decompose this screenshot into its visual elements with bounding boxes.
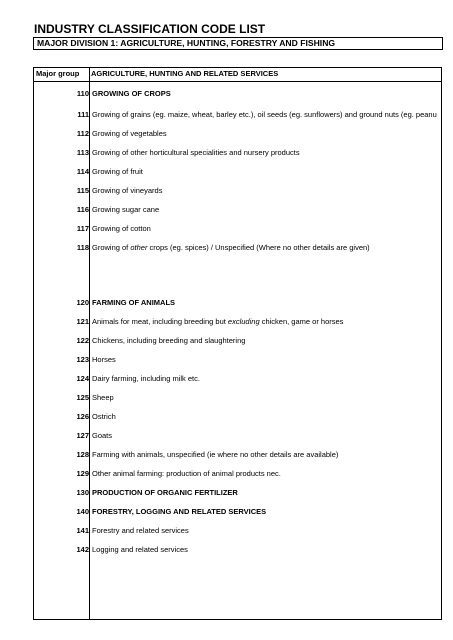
row-code: 120: [76, 298, 89, 307]
row-description: Growing of vineyards: [92, 186, 163, 195]
page-title: INDUSTRY CLASSIFICATION CODE LIST: [34, 22, 266, 36]
row-description: Dairy farming, including milk etc.: [92, 374, 200, 383]
table-bottom-border: [33, 619, 442, 620]
row-code: 123: [76, 355, 89, 364]
row-description: FORESTRY, LOGGING AND RELATED SERVICES: [92, 507, 267, 516]
emphasis-text: excluding: [227, 317, 260, 326]
row-code: 115: [76, 186, 89, 195]
row-description: Farming with animals, unspecified (ie where no other details are available): [92, 450, 339, 459]
row-description: Other animal farming: production of animal products nec.: [92, 469, 281, 478]
row-code: 126: [76, 412, 89, 421]
row-description: Growing of cotton: [92, 224, 151, 233]
row-text-part: chicken, game or horses: [259, 317, 344, 326]
row-description: Forestry and related services: [92, 526, 189, 535]
row-code: 128: [76, 450, 89, 459]
column-header-major-group: Major group: [36, 69, 80, 78]
table-left-border: [33, 67, 34, 620]
row-code: 130: [76, 488, 89, 497]
row-code: 125: [76, 393, 89, 402]
row-description: Growing of vegetables: [92, 129, 167, 138]
division-heading: MAJOR DIVISION 1: AGRICULTURE, HUNTING, FORESTRY AND FISHING: [33, 37, 443, 50]
table-column-divider: [89, 67, 90, 620]
row-code: 124: [76, 374, 89, 383]
row-code: 129: [76, 469, 89, 478]
row-description: Chickens, including breeding and slaughtering: [92, 336, 246, 345]
row-description: Growing of other horticultural specialities and nursery products: [92, 148, 300, 157]
row-code: 121: [76, 317, 89, 326]
row-code: 140: [76, 507, 89, 516]
row-description: Growing of fruit: [92, 167, 143, 176]
row-text-part: Animals for meat, including breeding but: [92, 317, 228, 326]
row-code: 118: [76, 243, 89, 252]
row-description: Logging and related services: [92, 545, 188, 554]
row-code: 112: [76, 129, 89, 138]
section-header: AGRICULTURE, HUNTING AND RELATED SERVICES: [91, 69, 279, 78]
row-code: 142: [76, 545, 89, 554]
row-description: PRODUCTION OF ORGANIC FERTILIZER: [92, 488, 238, 497]
row-code: 114: [76, 167, 89, 176]
row-text-part: crops (eg. spices) / Unspecified (Where no other details are given): [147, 243, 370, 252]
row-description: Goats: [92, 431, 113, 440]
row-description: FARMING OF ANIMALS: [92, 298, 176, 307]
row-description: Horses: [92, 355, 116, 364]
row-code: 127: [76, 431, 89, 440]
row-description: GROWING OF CROPS: [92, 89, 171, 98]
emphasis-text: other: [130, 243, 148, 252]
row-description: Growing of grains (eg. maize, wheat, barley etc.), oil seeds (eg. sunflowers) and ground nuts (eg. peanu: [92, 110, 437, 119]
row-code: 113: [76, 148, 89, 157]
row-code: 116: [76, 205, 89, 214]
row-code: 122: [76, 336, 89, 345]
row-description: Ostrich: [92, 412, 116, 421]
row-code: 141: [76, 526, 89, 535]
row-text-part: Growing of: [92, 243, 131, 252]
row-description: Growing sugar cane: [92, 205, 160, 214]
row-description: Sheep: [92, 393, 114, 402]
row-description: [92, 317, 442, 327]
row-code: 111: [77, 110, 89, 119]
row-code: 117: [76, 224, 89, 233]
row-code: 110: [76, 89, 89, 98]
row-description: [92, 243, 442, 253]
